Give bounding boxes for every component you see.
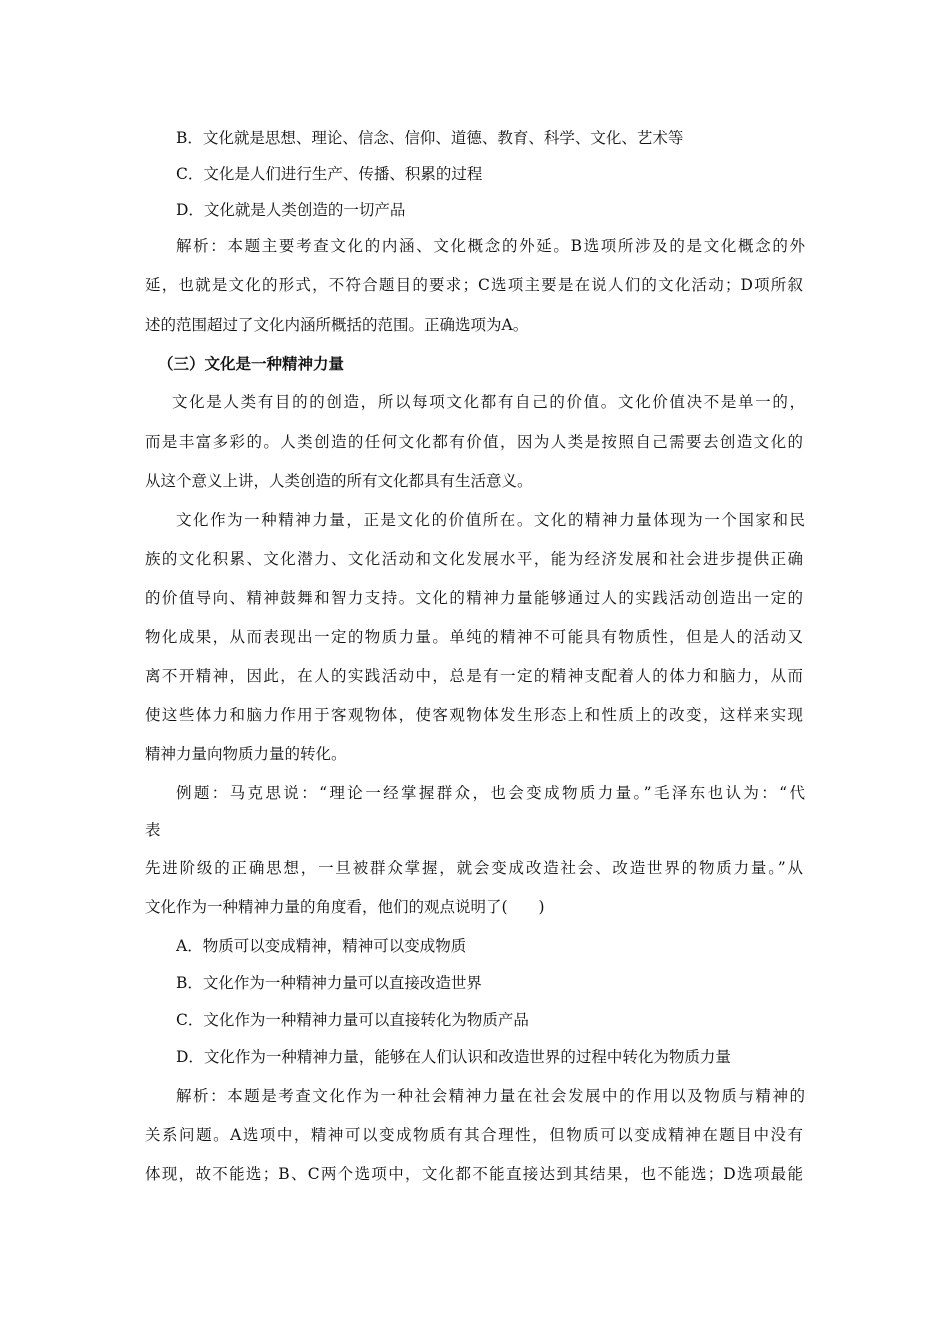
para1-line-2: 而是丰富多彩的。人类创造的任何文化都有价值，因为人类是按照自己需要去创造文化的 — [145, 433, 803, 451]
example-option-d: D．文化作为一种精神力量，能够在人们认识和改造世界的过程中转化为物质力量 — [176, 1048, 731, 1066]
option-c-text: C．文化是人们进行生产、传播、积累的过程 — [176, 165, 483, 183]
para2-line-7: 精神力量向物质力量的转化。 — [145, 745, 347, 763]
analysis-line-1: 解析：本题主要考查文化的内涵、文化概念的外延。B选项所涉及的是文化概念的外 — [176, 237, 805, 255]
example-question-stem: 文化作为一种精神力量的角度看，他们的观点说明了( ) — [145, 898, 545, 916]
para2-line-4: 物化成果，从而表现出一定的物质力量。单纯的精神不可能具有物质性，但是人的活动又 — [145, 628, 803, 646]
example-option-b: B．文化作为一种精神力量可以直接改造世界 — [176, 974, 482, 992]
analysis-line-2: 延，也就是文化的形式，不符合题目的要求；C选项主要是在说人们的文化活动；D项所叙 — [145, 276, 803, 294]
example-option-a: A．物质可以变成精神，精神可以变成物质 — [176, 937, 467, 955]
para2-line-5: 离不开精神，因此，在人的实践活动中，总是有一定的精神支配着人的体力和脑力，从而 — [145, 667, 803, 685]
para2-line-6: 使这些体力和脑力作用于客观物体，使客观物体发生形态上和性质上的改变，这样来实现 — [145, 706, 803, 724]
example-option-c: C．文化作为一种精神力量可以直接转化为物质产品 — [176, 1011, 529, 1029]
example-analysis-line-1: 解析：本题是考查文化作为一种社会精神力量在社会发展中的作用以及物质与精神的 — [176, 1087, 805, 1105]
analysis-line-3: 述的范围超过了文化内涵所概括的范围。正确选项为A。 — [145, 316, 529, 334]
para2-line-2: 族的文化积累、文化潜力、文化活动和文化发展水平，能为经济发展和社会进步提供正确 — [145, 550, 803, 568]
example-line-1: 例题：马克思说：“理论一经掌握群众，也会变成物质力量。”毛泽东也认为：“代 — [176, 784, 805, 802]
para1-line-1: 文化是人类有目的的创造，所以每项文化都有自己的价值。文化价值决不是单一的， — [172, 393, 805, 411]
example-analysis-line-3: 体现，故不能选；B、C两个选项中，文化都不能直接达到其结果，也不能选；D选项最能 — [145, 1165, 803, 1183]
section-heading: （三）文化是一种精神力量 — [158, 355, 345, 373]
example-analysis-line-2: 关系问题。A选项中，精神可以变成物质有其合理性，但物质可以变成精神在题目中没有 — [145, 1126, 803, 1144]
para1-line-3: 从这个意义上讲，人类创造的所有文化都具有生活意义。 — [145, 472, 533, 490]
example-line-3: 先进阶级的正确思想，一旦被群众掌握，就会变成改造社会、改造世界的物质力量。”从 — [145, 859, 803, 877]
para2-line-3: 的价值导向、精神鼓舞和智力支持。文化的精神力量能够通过人的实践活动创造出一定的 — [145, 589, 803, 607]
option-b-text: B．文化就是思想、理论、信念、信仰、道德、教育、科学、文化、艺术等 — [176, 129, 684, 147]
option-d-text: D．文化就是人类创造的一切产品 — [176, 201, 406, 219]
example-line-2: 表 — [145, 821, 161, 839]
para2-line-1: 文化作为一种精神力量，正是文化的价值所在。文化的精神力量体现为一个国家和民 — [176, 511, 805, 529]
